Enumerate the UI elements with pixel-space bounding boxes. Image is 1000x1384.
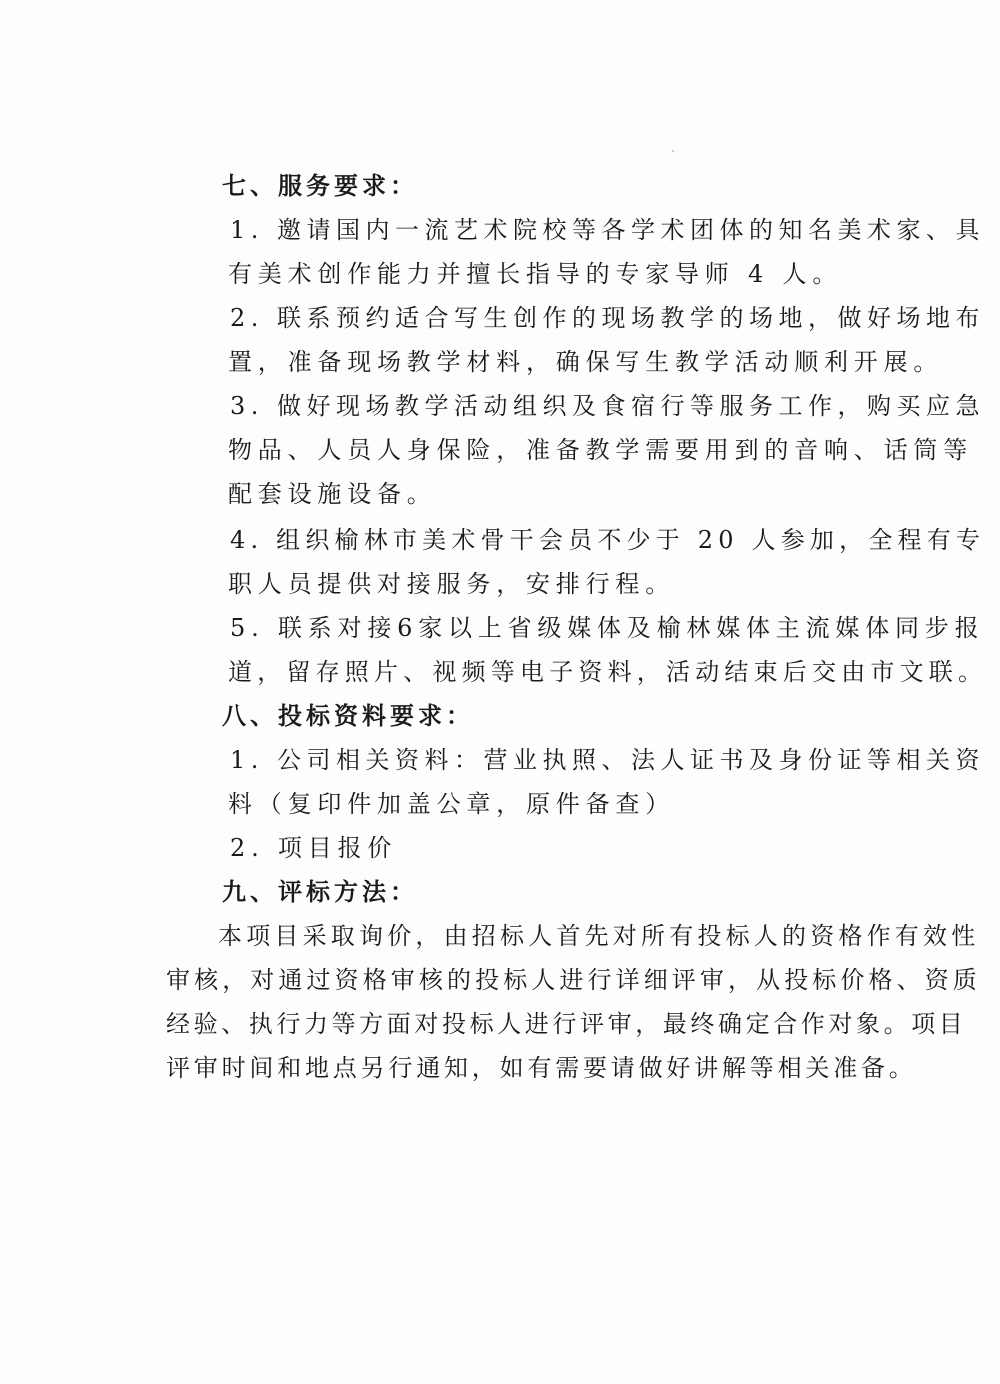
section-9-heading: 九、评标方法：	[222, 877, 418, 906]
section-8-item-2-line-1: 2. 项目报价	[230, 834, 398, 862]
section-7-item-1-line-2: 有美术创作能力并擅长指导的专家导师 4 人。	[228, 260, 843, 288]
scan-speck	[672, 150, 674, 152]
section-7-item-3-line-2: 物品、人员人身保险，准备教学需要用到的音响、话筒等	[228, 436, 973, 464]
section-7-item-4-line-1: 4. 组织榆林市美术骨干会员不少于 20 人参加，全程有专	[230, 526, 986, 554]
section-8-heading: 八、投标资料要求：	[222, 701, 474, 730]
section-7-item-5-line-2: 道，留存照片、视频等电子资料，活动结束后交由市文联。	[228, 658, 988, 686]
section-7-item-2-line-2: 置，准备现场教学材料，确保写生教学活动顺利开展。	[228, 348, 944, 376]
section-9-paragraph-line-2: 审核，对通过资格审核的投标人进行详细评审，从投标价格、资质	[166, 966, 981, 994]
section-8-item-1-line-1: 1. 公司相关资料：营业执照、法人证书及身份证等相关资	[230, 746, 986, 774]
section-8-item-1-line-2: 料（复印件加盖公章，原件备查）	[228, 790, 675, 818]
section-7-item-2-line-1: 2. 联系预约适合写生创作的现场教学的场地，做好场地布	[230, 304, 986, 332]
section-7-heading: 七、服务要求：	[222, 171, 418, 200]
section-9-paragraph-line-1: 本项目采取询价，由招标人首先对所有投标人的资格作有效性	[218, 922, 980, 950]
section-7-item-3-line-3: 配套设施设备。	[228, 480, 437, 508]
section-7-item-4-line-2: 职人员提供对接服务，安排行程。	[228, 570, 675, 598]
section-9-paragraph-line-4: 评审时间和地点另行通知，如有需要请做好讲解等相关准备。	[166, 1054, 917, 1082]
section-9-paragraph-line-3: 经验、执行力等方面对投标人进行评审，最终确定合作对象。项目	[166, 1010, 967, 1038]
section-7-item-1-line-1: 1. 邀请国内一流艺术院校等各学术团体的知名美术家、具	[230, 216, 986, 244]
section-7-item-5-line-1: 5. 联系对接6家以上省级媒体及榆林媒体主流媒体同步报	[230, 614, 985, 642]
section-7-item-3-line-1: 3. 做好现场教学活动组织及食宿行等服务工作，购买应急	[230, 392, 986, 420]
